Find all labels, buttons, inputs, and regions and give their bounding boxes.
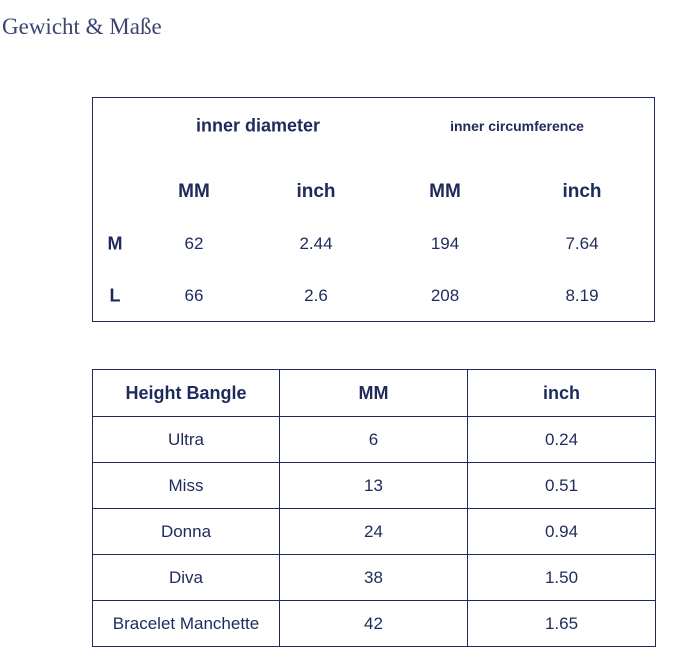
bangle-inch: 0.51 xyxy=(468,463,656,509)
bangle-inch: 0.94 xyxy=(468,509,656,555)
bangle-name: Bracelet Manchette xyxy=(93,601,280,647)
unit-header-inch-circumference: inch xyxy=(562,181,602,202)
size-l-diameter-inch: 2.6 xyxy=(304,286,328,305)
size-label-m: M xyxy=(107,233,123,254)
size-m-diameter-inch: 2.44 xyxy=(299,234,333,253)
bangle-name: Diva xyxy=(93,555,280,601)
bangle-inch: 0.24 xyxy=(468,417,656,463)
size-l-diameter-mm: 66 xyxy=(184,286,204,305)
bangle-mm: 42 xyxy=(280,601,468,647)
size-l-circumference-mm: 208 xyxy=(430,286,460,305)
header-inch: inch xyxy=(468,370,656,417)
size-l-circumference-inch: 8.19 xyxy=(565,286,599,305)
unit-header-mm-diameter: MM xyxy=(178,181,210,202)
bangle-mm: 24 xyxy=(280,509,468,555)
bangle-inch: 1.65 xyxy=(468,601,656,647)
bangle-mm: 13 xyxy=(280,463,468,509)
bangle-mm: 6 xyxy=(280,417,468,463)
size-m-circumference-inch: 7.64 xyxy=(565,234,599,253)
size-m-diameter-mm: 62 xyxy=(184,234,204,253)
header-inner-circumference: inner circumference xyxy=(450,118,584,134)
unit-header-mm-circumference: MM xyxy=(429,181,461,202)
size-label-l: L xyxy=(109,285,121,306)
header-height-bangle: Height Bangle xyxy=(93,370,280,417)
unit-header-inch-diameter: inch xyxy=(296,181,336,202)
bangle-inch: 1.50 xyxy=(468,555,656,601)
header-mm: MM xyxy=(280,370,468,417)
bangle-name: Donna xyxy=(93,509,280,555)
size-table xyxy=(92,97,655,322)
bangle-mm: 38 xyxy=(280,555,468,601)
table-row xyxy=(93,601,656,647)
bangle-name: Ultra xyxy=(93,417,280,463)
table-row xyxy=(93,417,656,463)
table-row xyxy=(93,509,656,555)
size-m-circumference-mm: 194 xyxy=(430,234,460,253)
table-header-row xyxy=(93,370,656,417)
height-table xyxy=(92,369,656,647)
table-row xyxy=(93,463,656,509)
table-row xyxy=(93,555,656,601)
page-title: Gewicht & Maße xyxy=(2,14,162,39)
bangle-name: Miss xyxy=(93,463,280,509)
header-inner-diameter: inner diameter xyxy=(195,115,321,136)
